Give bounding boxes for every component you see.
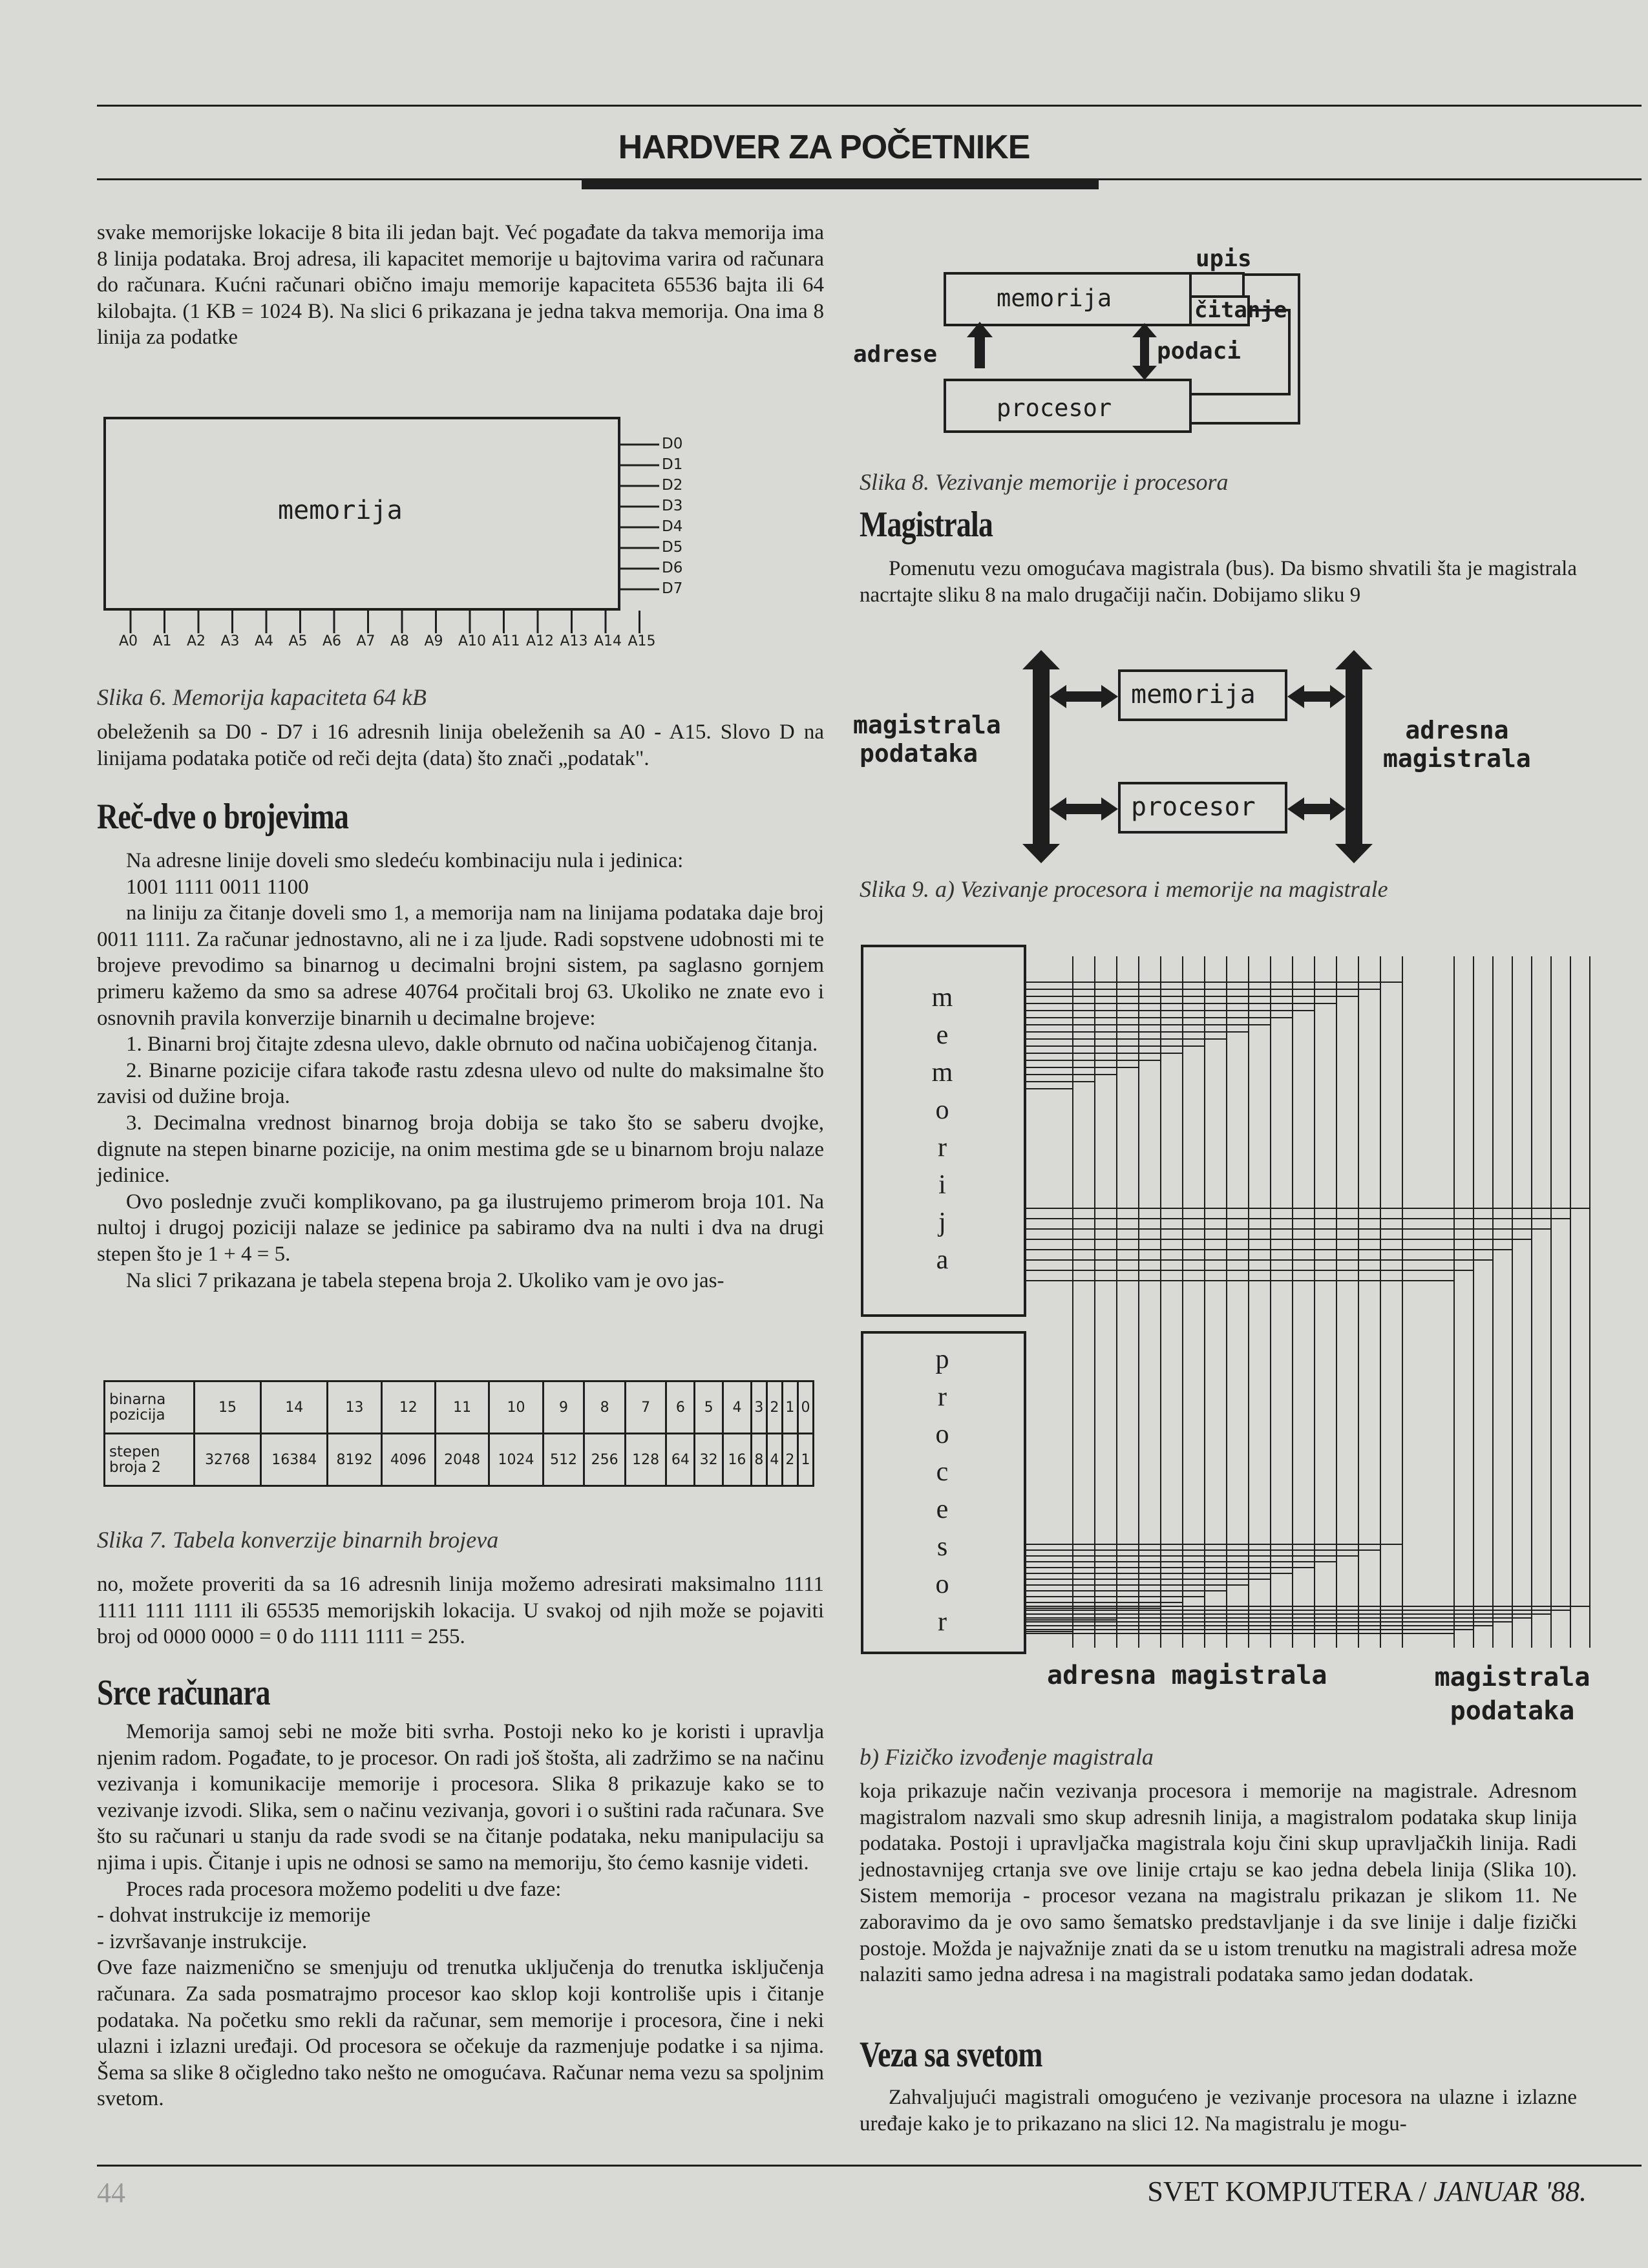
power-cell: 32: [695, 1434, 723, 1486]
position-cell: 9: [543, 1381, 584, 1434]
figure-6-caption: Slika 6. Memorija kapaciteta 64 kB: [97, 684, 427, 710]
header-top-rule: [97, 105, 1642, 107]
figure-9b-caption: b) Fizičko izvođenje magistrala: [860, 1744, 1154, 1770]
fig8-memorija-label: memorija: [997, 284, 1112, 312]
fig9a-data-bus-label: magistrala podataka: [853, 711, 1001, 768]
fig8-procesor-label: procesor: [997, 394, 1112, 422]
section-heading-veza: Veza sa svetom: [860, 2035, 1042, 2075]
section-heading-magistrala: Magistrala: [860, 505, 993, 545]
processor-letter: p: [935, 1345, 949, 1374]
page-number: 44: [97, 2177, 125, 2209]
memory-letter: r: [938, 1133, 947, 1162]
fig9a-memorija-label: memorija: [1131, 680, 1256, 709]
address-line-label: A6: [322, 633, 342, 649]
memory-chip-label: memorija: [278, 496, 403, 525]
power-cell: 16: [723, 1434, 752, 1486]
processor-letter: e: [936, 1495, 949, 1524]
row-label-positions: binarna pozicija: [105, 1381, 195, 1434]
row-label-powers: stepen broja 2: [105, 1434, 195, 1486]
paragraph-after-fig7: no, možete proveriti da sa 16 adresnih linija možemo adresirati maksimalno 1111 1111 1111 1111 ili 65535 memorijskih lokacija. U svakoj od njih može se pojaviti broj od 0000 0000 = 0 do 1111 1111 = 255.: [97, 1573, 824, 1649]
position-cell: 12: [381, 1381, 435, 1434]
fig9a-procesor-label: procesor: [1131, 792, 1256, 822]
data-line-label: D0: [662, 436, 683, 452]
address-line-label: A2: [187, 633, 206, 649]
address-line-label: A12: [526, 633, 555, 649]
address-line-label: A14: [594, 633, 622, 649]
header-title: HARDVER ZA POČETNIKE: [618, 129, 1030, 166]
header-thick-bar: [582, 179, 1099, 189]
fig8-podaci-label: podaci: [1157, 338, 1241, 364]
address-line-label: A10: [458, 633, 487, 649]
memory-letter: m: [931, 1058, 953, 1087]
power-cell: 1024: [489, 1434, 543, 1486]
position-cell: 5: [695, 1381, 723, 1434]
fig9b-bus-wires: [853, 937, 1629, 1738]
processor-letter: r: [938, 1382, 947, 1412]
fig8-citanje-label: čitanje: [1194, 297, 1287, 323]
position-cell: 6: [666, 1381, 695, 1434]
power-cell: 2048: [436, 1434, 489, 1486]
power-cell: 4: [766, 1434, 782, 1486]
position-cell: 0: [798, 1381, 813, 1434]
processor-letter: c: [936, 1457, 949, 1487]
figure-8-caption: Slika 8. Vezivanje memorije i procesora: [860, 469, 1229, 495]
address-line-label: A9: [424, 633, 443, 649]
processor-letter: o: [935, 1420, 949, 1449]
fig9b-data-bus-label: magistrala podataka: [1434, 1663, 1590, 1726]
data-line-label: D2: [662, 477, 683, 494]
figure-9b: [853, 937, 1629, 1738]
power-cell: 1: [798, 1434, 813, 1486]
position-cell: 14: [261, 1381, 328, 1434]
data-line-label: D4: [662, 518, 683, 535]
power-cell: 2: [782, 1434, 798, 1486]
address-line-label: A8: [390, 633, 410, 649]
section-srce-body: Memorija samoj sebi ne može biti svrha. Postoji neko ko je koristi i upravlja njenim radom. Pogađate, to je procesor. On radi još štošta, ali zadržimo se na načinu vezivanja i komunikacije memorije i procesora. Slika 8 prikazuje kako se to vezivanje izvodi. Slika, sem o načinu vezivanja, govori i o suštini rada računara. Sve što su računari u stanju da rade svodi se na čitanje podataka, neku manipulaciju sa njima i upis. Čitanje i upis ne odnosi se samo na memoriju, što ćemo kasnije videti. Proces rada procesora možemo podeliti u dve faze: - dohvat instrukcije iz memorije - izvršavanje instrukcije. Ove faze naizmenično se smenjuju od trenutka uključenja do trenutka isključenja računara. Za sada posmatrajmo procesor kao sklop koji kontroliše upis i čitanje podataka. Na početku smo rekli da računar, sem memorije i procesora, čine i neki ulazni i izlazni uređaji. Od procesora se očekuje da razmenjuje podatke i sa njima. Šema sa slike 8 očigledno tako nešto ne omogućava. Računar nema vezu sa spoljnim svetom.: [97, 1720, 824, 2111]
memory-letter: i: [938, 1170, 946, 1200]
address-line-label: A3: [220, 633, 240, 649]
data-line-label: D1: [662, 456, 683, 473]
table-row-positions: [105, 1381, 814, 1434]
position-cell: 15: [195, 1381, 261, 1434]
section-brojevi-body: Na adresne linije doveli smo sledeću kombinaciju nula i jedinica: 1001 1111 0011 1100 na liniju za čitanje doveli smo 1, a memorija nam na linijama podataka daje broj 0011 1111. Za računar jednostavno, ali ne i za ljude. Radi sopstvene udobnosti mi te brojeve prevodimo sa binarnog u decimalni brojni sistem, pa saglasno gornjem primeru kažemo da smo sa adrese 40764 pročitali broj 63. Ukoliko ne znate evo i osnovnih pravila konverzije binarnih u decimalne brojeve: 1. Binarni broj čitajte zdesna ulevo, dakle obrnuto od načina uobičajenog čitanja. 2. Binarne pozicije cifara takođe rastu zdesna ulevo od nulte do maksimalne što zavisi od dužine broja. 3. Decimalna vrednost binarnog broja dobija se tako što se saberu dvojke, dignute na stepen binarne pozicije, na onim mestima gde se u binarnom broju nalaze jedinice. Ovo poslednje zvuči komplikovano, pa ga ilustrujemo primerom broja 101. Na nultoj i drugoj poziciji nalaze se jedinice pa sabiramo dva na nulti i dva na drugi stepen što je 1 + 4 = 5. Na slici 7 prikazana je tabela stepena broja 2. Ukoliko vam je ovo jas-: [97, 849, 824, 1292]
figure-7-table: [103, 1380, 814, 1487]
fig9b-address-bus-label: adresna magistrala: [1047, 1661, 1327, 1690]
section-veza-body: Zahvaljujući magistrali omogućeno je vezivanje procesora na ulazne i izlazne uređaje kako je to prikazano na slici 12. Na magistralu je mogu-: [860, 2086, 1577, 2136]
power-cell: 32768: [195, 1434, 261, 1486]
figure-9a: [853, 646, 1629, 866]
table-row-powers: [105, 1434, 814, 1486]
power-cell: 512: [543, 1434, 584, 1486]
power-cell: 64: [666, 1434, 695, 1486]
position-cell: 2: [766, 1381, 782, 1434]
paragraph-after-fig6: obeleženih sa D0 - D7 i 16 adresnih linija obeleženih sa A0 - A15. Slovo D na linijama podataka potiče od reči dejta (data) što znači „podatak".: [97, 720, 824, 770]
position-cell: 13: [328, 1381, 381, 1434]
address-line-label: A7: [356, 633, 375, 649]
magazine-footer: [1147, 2175, 1587, 2208]
figure-6: [90, 407, 821, 666]
figure-9a-caption: Slika 9. a) Vezivanje procesora i memorije na magistrale: [860, 876, 1388, 902]
fig8-upis-label: upis: [1196, 246, 1252, 272]
data-line-label: D5: [662, 539, 683, 556]
data-line-label: D3: [662, 498, 683, 514]
data-line-label: D7: [662, 580, 683, 597]
power-cell: 128: [625, 1434, 666, 1486]
figure-8: [853, 239, 1629, 452]
power-cell: 256: [584, 1434, 626, 1486]
section-heading-brojevi: Reč-dve o brojevima: [97, 797, 349, 837]
position-cell: 10: [489, 1381, 543, 1434]
memory-letter: e: [936, 1020, 949, 1050]
address-line-label: A5: [288, 633, 308, 649]
processor-letter: o: [935, 1570, 949, 1599]
position-cell: 7: [625, 1381, 666, 1434]
footer-rule: [97, 2165, 1642, 2167]
power-cell: 8192: [328, 1434, 381, 1486]
memory-letter: j: [938, 1208, 946, 1237]
paragraph-after-fig9b: koja prikazuje način vezivanja procesora i memorije na magistrale. Adresnom magistralom nazvali smo skup adresnih linija, a magistralom podataka skup linija podataka. Postoji i upravljačka magistrala koju čini skup upravljačkih linija. Radi jednostavnijeg crtanja sve ove linije crtaju se kao jedna debela linija (Slika 10). Sistem memorija - procesor vezana na magistralu prikazan je slikom 11. Ne zaboravimo da je ovo samo šematsko predstavljanje i da sve linije i dalje fizički postoje. Možda je najvažnije znati da se u istom trenutku na magistrali adresa može nalaziti samo jedna adresa i na magistrali podataka samo jedan dodatak.: [860, 1780, 1577, 1987]
address-line-label: A0: [119, 633, 138, 649]
power-cell: 4096: [381, 1434, 435, 1486]
memory-letter: o: [935, 1095, 949, 1125]
magazine-issue: JANUAR '88.: [1433, 2176, 1587, 2207]
processor-letter: r: [938, 1607, 947, 1637]
memory-letter: a: [936, 1245, 949, 1275]
position-cell: 3: [751, 1381, 766, 1434]
address-line-label: A4: [255, 633, 274, 649]
memory-letter: m: [931, 983, 953, 1013]
position-cell: 4: [723, 1381, 752, 1434]
address-line-label: A15: [628, 633, 656, 649]
paragraph-intro: svake memorijske lokacije 8 bita ili jedan bajt. Već pogađate da takva memorija ima 8 linija podataka. Broj adresa, ili kapacitet memorije u bajtovima varira od računara do računara. Kućni računari obično imaju memorije kapaciteta 65536 bajta ili 64 kilobajta. (1 KB = 1024 B). Na slici 6 prikazana je jedna takva memorija. Ona ima 8 linija za podatke: [97, 221, 824, 350]
position-cell: 1: [782, 1381, 798, 1434]
magazine-name: SVET KOMPJUTERA /: [1147, 2176, 1427, 2207]
address-line-label: A1: [153, 633, 172, 649]
section-heading-srce: Srce računara: [97, 1673, 270, 1713]
fig9a-address-bus-label: adresna magistrala: [1383, 716, 1531, 773]
address-line-label: A13: [560, 633, 588, 649]
data-line-label: D6: [662, 560, 683, 576]
section-magistrala-body: Pomenutu vezu omogućava magistrala (bus). Da bismo shvatili šta je magistrala nacrtajte sliku 8 na malo drugačiji način. Dobijamo sliku 9: [860, 557, 1577, 607]
figure-7-caption: Slika 7. Tabela konverzije binarnih brojeva: [97, 1527, 499, 1553]
position-cell: 8: [584, 1381, 626, 1434]
power-cell: 16384: [261, 1434, 328, 1486]
processor-letter: s: [936, 1532, 948, 1562]
power-cell: 8: [751, 1434, 766, 1486]
address-line-label: A11: [492, 633, 520, 649]
fig8-adrese-label: adrese: [853, 341, 938, 368]
fig6-wires: [90, 407, 821, 666]
position-cell: 11: [436, 1381, 489, 1434]
